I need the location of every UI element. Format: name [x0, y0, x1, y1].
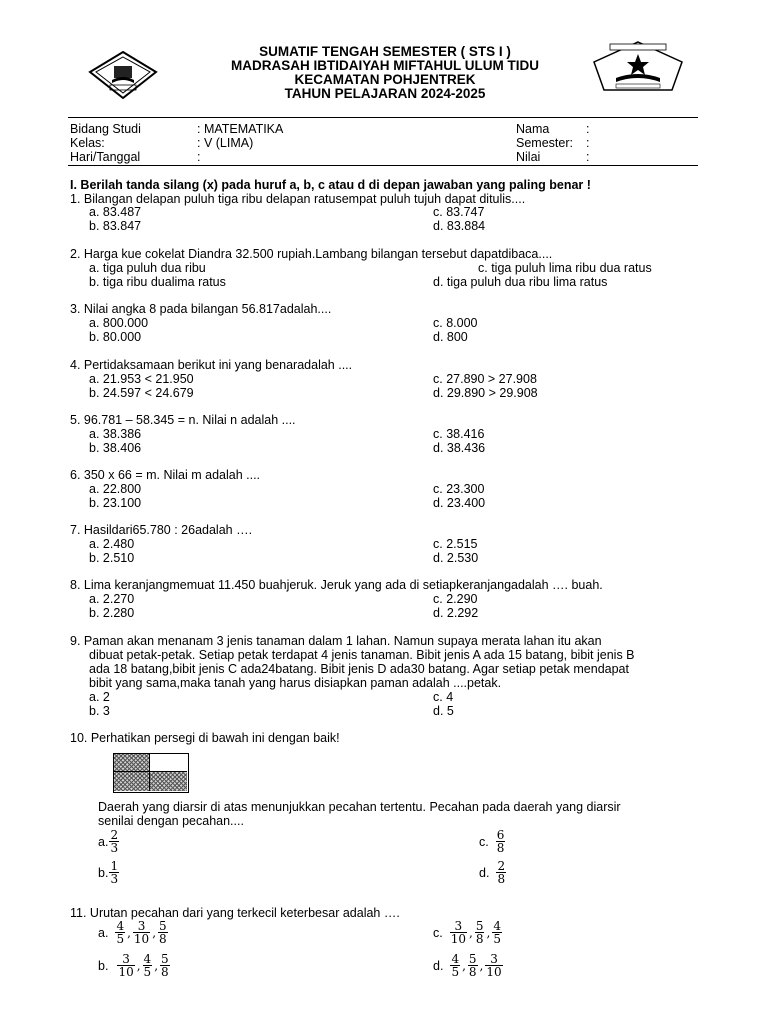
semester-label: Semester: — [516, 136, 573, 150]
option-10a[interactable] — [98, 829, 120, 854]
hari-tanggal-value: : — [197, 150, 201, 164]
unshaded-cell — [150, 754, 187, 772]
option-4a[interactable]: a. 21.953 < 21.950 — [89, 372, 194, 386]
denominator: 8 — [475, 932, 484, 946]
option-4c[interactable]: c. 27.890 > 27.908 — [433, 372, 537, 386]
fraction — [496, 860, 506, 885]
fraction — [109, 829, 119, 854]
denominator: 10 — [450, 932, 467, 946]
option-3a[interactable]: a. 800.000 — [89, 316, 149, 330]
district-name: KECAMATAN POHJENTREK — [294, 72, 476, 87]
fraction — [117, 953, 134, 978]
option-6b[interactable]: b. 23.100 — [89, 496, 142, 510]
question-5: 5. 96.781 – 58.345 = n. Nilai n adalah .... — [70, 413, 296, 427]
option-6d[interactable]: d. 23.400 — [433, 496, 486, 510]
denominator: 8 — [468, 965, 477, 979]
option-4d[interactable]: d. 29.890 > 29.908 — [433, 386, 538, 400]
school-name: MADRASAH IBTIDAIYAH MIFTAHUL ULUM TIDU — [231, 58, 539, 73]
separator: , — [479, 958, 484, 973]
question-9-line-1: 9. Paman akan menanam 3 jenis tanaman dalam 1 lahan. Namun supaya merata lahan itu akan — [70, 634, 602, 648]
option-11b[interactable] — [98, 953, 171, 978]
option-8b[interactable]: b. 2.280 — [89, 606, 135, 620]
fraction — [109, 860, 119, 885]
madrasah-logo-right — [592, 40, 684, 94]
question-9-line-3: ada 18 batang,bibit jenis C ada24batang. Bibit jenis D ada30 batang. Agar setiap petak mendapat — [89, 662, 629, 676]
question-9-line-4: bibit yang sama,maka tanah yang harus disiapkan paman adalah ....petak. — [89, 676, 502, 690]
nilai-value: : — [586, 150, 590, 164]
denominator: 5 — [451, 965, 460, 979]
semester-value: : — [586, 136, 590, 150]
option-letter: a. — [98, 925, 109, 940]
separator: , — [127, 925, 131, 940]
question-2: 2. Harga kue cokelat Diandra 32.500 rupiah.Lambang bilangan tersebut dapatdibaca.... — [70, 247, 553, 261]
fraction — [143, 953, 153, 978]
hari-tanggal-label: Hari/Tanggal — [70, 150, 141, 164]
option-5b[interactable]: b. 38.406 — [89, 441, 142, 455]
option-6a[interactable]: a. 22.800 — [89, 482, 142, 496]
denominator: 3 — [110, 872, 119, 886]
option-10b[interactable] — [98, 860, 120, 885]
option-3c[interactable]: c. 8.000 — [433, 316, 478, 330]
option-10d[interactable] — [479, 860, 507, 885]
option-5a[interactable]: a. 38.386 — [89, 427, 142, 441]
fraction — [475, 920, 485, 945]
question-10: 10. Perhatikan persegi di bawah ini dengan baik! — [70, 731, 340, 745]
option-11c[interactable] — [433, 920, 503, 945]
numerator: 3 — [454, 919, 463, 933]
numerator: 5 — [475, 919, 484, 933]
option-5c[interactable]: c. 38.416 — [433, 427, 485, 441]
separator: , — [469, 925, 473, 940]
option-7d[interactable]: d. 2.530 — [433, 551, 479, 565]
school-year: TAHUN PELAJARAN 2024-2025 — [284, 86, 486, 101]
info-divider — [68, 165, 698, 166]
denominator: 5 — [116, 932, 125, 946]
numerator: 1 — [110, 859, 119, 873]
option-1c[interactable]: c. 83.747 — [433, 205, 485, 219]
option-2d[interactable]: d. tiga puluh dua ribu lima ratus — [433, 275, 608, 289]
numerator: 3 — [137, 919, 146, 933]
option-7b[interactable]: b. 2.510 — [89, 551, 135, 565]
denominator: 5 — [493, 932, 501, 946]
numerator: 6 — [496, 828, 505, 842]
option-4b[interactable]: b. 24.597 < 24.679 — [89, 386, 194, 400]
option-1d[interactable]: d. 83.884 — [433, 219, 486, 233]
bidang-studi-label: Bidang Studi — [70, 122, 141, 136]
separator: , — [486, 925, 491, 940]
question-4: 4. Pertidaksamaan berikut ini yang benaradalah .... — [70, 358, 353, 372]
numerator: 5 — [161, 952, 169, 966]
instruction: I. Berilah tanda silang (x) pada huruf a, b, c atau d di depan jawaban yang paling benar ! — [70, 178, 591, 192]
question-10-desc-line-2: senilai dengan pecahan.... — [98, 814, 244, 828]
fraction — [160, 953, 170, 978]
option-1a[interactable]: a. 83.487 — [89, 205, 142, 219]
option-1b[interactable]: b. 83.847 — [89, 219, 142, 233]
shaded-square-diagram — [113, 753, 189, 793]
question-8: 8. Lima keranjangmemuat 11.450 buahjeruk. Jeruk yang ada di setiapkeranjangadalah …. buah. — [70, 578, 603, 592]
shaded-cell — [114, 754, 150, 772]
option-letter: d. — [433, 958, 444, 973]
option-7a[interactable]: a. 2.480 — [89, 537, 135, 551]
denominator: 3 — [110, 841, 119, 855]
separator: , — [154, 958, 159, 973]
fraction — [133, 920, 150, 945]
numerator: 2 — [497, 859, 506, 873]
option-letter: b. — [98, 958, 109, 973]
denominator: 8 — [497, 872, 506, 886]
option-6c[interactable]: c. 23.300 — [433, 482, 485, 496]
numerator: 2 — [110, 828, 119, 842]
option-5d[interactable]: d. 38.436 — [433, 441, 486, 455]
bidang-studi-value: : MATEMATIKA — [197, 122, 284, 136]
option-9a[interactable]: a. 2 — [89, 690, 110, 704]
header-divider — [68, 117, 698, 118]
option-11a[interactable] — [98, 920, 169, 945]
numerator: 5 — [468, 952, 477, 966]
option-2c[interactable]: c. tiga puluh lima ribu dua ratus — [478, 261, 652, 275]
option-8a[interactable]: a. 2.270 — [89, 592, 135, 606]
numerator: 5 — [159, 919, 167, 933]
option-2a[interactable]: a. tiga puluh dua ribu — [89, 261, 206, 275]
fraction — [496, 829, 506, 854]
denominator: 8 — [159, 932, 167, 946]
numerator: 4 — [451, 952, 460, 966]
option-8c[interactable]: c. 2.290 — [433, 592, 478, 606]
option-2b[interactable]: b. tiga ribu dualima ratus — [89, 275, 226, 289]
separator: , — [152, 925, 157, 940]
numerator: 4 — [116, 919, 125, 933]
denominator: 8 — [496, 841, 505, 855]
fraction — [450, 920, 467, 945]
option-10c[interactable] — [479, 829, 506, 854]
option-9b[interactable]: b. 3 — [89, 704, 110, 718]
option-letter: c. — [433, 925, 443, 940]
denominator: 5 — [143, 965, 152, 979]
denominator: 10 — [118, 965, 134, 979]
question-9-line-2: dibuat petak-petak. Setiap petak terdapat 4 jenis tanaman. Bibit jenis A ada 15 batang, bibit jenis B — [89, 648, 635, 662]
separator: , — [136, 958, 141, 973]
option-3d[interactable]: d. 800 — [433, 330, 468, 344]
question-10-desc-line-1: Daerah yang diarsir di atas menunjukkan pecahan tertentu. Pecahan pada daerah yang diarsir — [98, 800, 621, 814]
option-11d[interactable] — [433, 953, 504, 978]
question-7: 7. Hasildari65.780 : 26adalah …. — [70, 523, 253, 537]
separator: , — [462, 958, 466, 973]
nama-label: Nama — [516, 122, 550, 136]
shaded-cell — [150, 772, 187, 791]
question-11: 11. Urutan pecahan dari yang terkecil keterbesar adalah …. — [70, 906, 400, 920]
fraction — [450, 953, 460, 978]
option-8d[interactable]: d. 2.292 — [433, 606, 479, 620]
title-line: SUMATIF TENGAH SEMESTER ( STS I ) — [259, 44, 511, 59]
question-3: 3. Nilai angka 8 pada bilangan 56.817adalah.... — [70, 302, 332, 316]
option-3b[interactable]: b. 80.000 — [89, 330, 142, 344]
kelas-label: Kelas: — [70, 136, 105, 150]
option-letter: b. — [98, 865, 109, 880]
option-letter: c. — [479, 834, 489, 849]
option-9d[interactable]: d. 5 — [433, 704, 454, 718]
nilai-label: Nilai — [516, 150, 541, 164]
numerator: 4 — [493, 919, 501, 933]
option-letter: d. — [479, 865, 490, 880]
option-7c[interactable]: c. 2.515 — [433, 537, 478, 551]
denominator: 8 — [161, 965, 169, 979]
shaded-cell — [114, 772, 150, 791]
fraction — [158, 920, 168, 945]
fraction — [485, 953, 502, 978]
fraction — [468, 953, 478, 978]
option-letter: a. — [98, 834, 109, 849]
numerator: 4 — [143, 952, 152, 966]
denominator: 10 — [486, 965, 502, 979]
question-6: 6. 350 x 66 = m. Nilai m adalah .... — [70, 468, 261, 482]
denominator: 10 — [133, 932, 150, 946]
kelas-value: : V (LIMA) — [197, 136, 254, 150]
exam-title-block — [160, 45, 610, 101]
fraction — [115, 920, 125, 945]
numerator: 3 — [122, 952, 130, 966]
nama-value: : — [586, 122, 590, 136]
fraction — [492, 920, 502, 945]
option-9c[interactable]: c. 4 — [433, 690, 454, 704]
madrasah-logo-left — [88, 50, 158, 100]
question-1: 1. Bilangan delapan puluh tiga ribu delapan ratusempat puluh tujuh dapat ditulis.... — [70, 192, 526, 206]
numerator: 3 — [490, 952, 498, 966]
